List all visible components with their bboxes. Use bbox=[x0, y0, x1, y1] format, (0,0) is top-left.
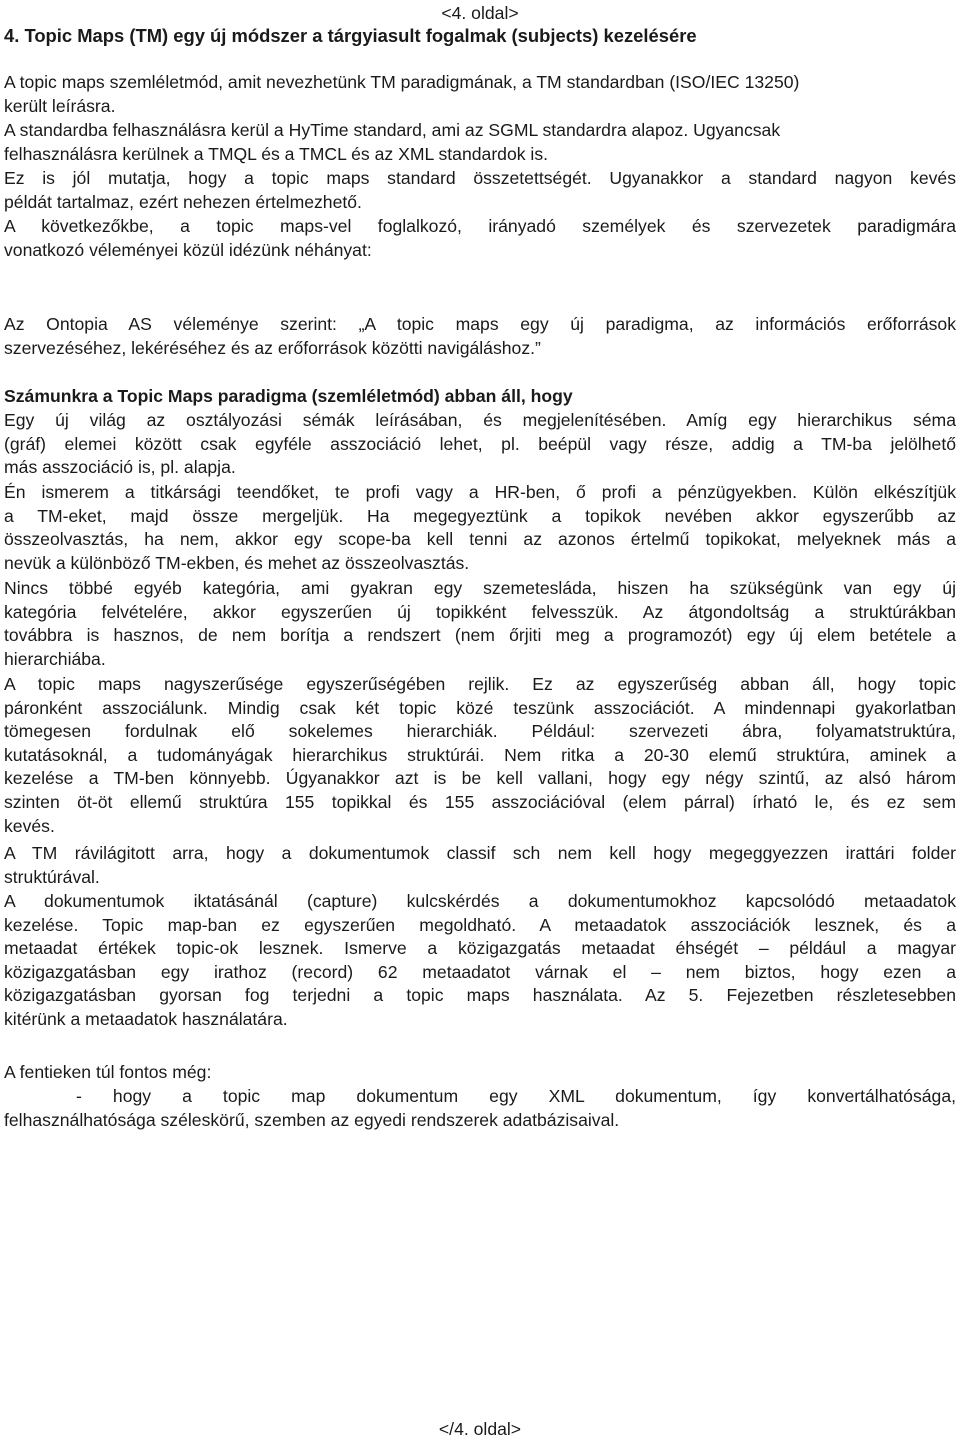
paragraph-hytime bbox=[4, 119, 956, 166]
text-line: más asszociáció is, pl. alapja. bbox=[4, 457, 236, 478]
text-line: vonatkozó véleményei közül idézünk néhányat: bbox=[4, 239, 372, 260]
text-line: metaadat értékek topic-ok lesznek. Ismerve a közigazgatás metaadat éhségét – például a magyar bbox=[4, 938, 956, 959]
text-line: A topic maps szemléletmód, amit nevezhetünk TM paradigmának, a TM standardban (ISO/IEC 13250) bbox=[4, 72, 800, 92]
text-line: közigazgatásban egy irathoz (record) 62 metaadatot várnak el – nem biztos, hogy ezen a bbox=[4, 961, 956, 982]
paragraph-metadata bbox=[4, 890, 956, 1032]
text-line: páronként asszociálunk. Mindig csak két topic közé teszünk asszociációt. A mindennapi gyakorlatban bbox=[4, 697, 956, 718]
paragraph-new-world bbox=[4, 409, 956, 480]
text-line: kitérünk a metaadatok használatára. bbox=[4, 1008, 288, 1029]
section-title: 4. Topic Maps (TM) egy új módszer a tárgyiasult fogalmak (subjects) kezelésére bbox=[4, 25, 697, 46]
paragraph-simplicity bbox=[4, 673, 956, 838]
text-line: A dokumentumok iktatásánál (capture) kulcskérdés a dokumentumokhoz kapcsolódó metaadatok bbox=[4, 891, 956, 911]
page-start-marker: <4. oldal> bbox=[441, 3, 519, 23]
text-line: kategória felvételére, akkor egyszerűen új topikként felvesszük. Az átgondoltság a struktúrákban bbox=[4, 601, 956, 622]
paragraph-opinions-intro bbox=[4, 215, 956, 262]
text-line: Nincs többé egyéb kategória, ami gyakran egy szemetesláda, hiszen ha szükségünk van egy új bbox=[4, 578, 956, 598]
paragraph-xml-point bbox=[4, 1085, 956, 1132]
text-line: tömegesen fordulnak elő sokelemes hierarchiák. Például: szervezeti ábra, folyamatstruktúra, bbox=[4, 721, 956, 742]
text-line: továbbra is hasznos, de nem borítja a rendszert (nem őrjiti meg a programozót) egy új elem betétele a bbox=[4, 625, 956, 646]
paragraph-complexity bbox=[4, 167, 956, 214]
list-item: - hogy a topic map dokumentum egy XML dokumentum, így konvertálhatósága, bbox=[76, 1086, 956, 1106]
text-line: Az Ontopia AS véleménye szerint: „A topic maps egy új paradigma, az információs erőforrások bbox=[4, 314, 956, 334]
text-line: közigazgatásban gyorsan fog terjedni a topic maps használata. Az 5. Fejezetben részletesebben bbox=[4, 985, 956, 1006]
text-line: kevés. bbox=[4, 815, 55, 836]
text-line: Ez is jól mutatja, hogy a topic maps standard összetettségét. Ugyanakkor a standard nagyon kevés bbox=[4, 168, 956, 188]
paragraph-classification bbox=[4, 842, 956, 889]
text-line: Én ismerem a titkársági teendőket, te profi vagy a HR-ben, ő profi a pénzügyekben. Külön elkészítjük bbox=[4, 482, 956, 502]
text-line: felhasználásra kerülnek a TMQL és a TMCL és az XML standardok is. bbox=[4, 143, 549, 164]
text-line: nevük a különböző TM-ekben, és mehet az összeolvasztás. bbox=[4, 552, 470, 573]
paragraph-also-important: A fentieken túl fontos még: bbox=[4, 1062, 212, 1082]
text-line: szinten öt-öt ellemű struktúra 155 topikkal és 155 asszociációval (elem párral) írható le, és ez sem bbox=[4, 791, 956, 812]
paragraph-merge bbox=[4, 481, 956, 575]
text-line: A TM rávilágitott arra, hogy a dokumentumok classif sch nem kell hogy megeggyezzen irattári folder bbox=[4, 843, 956, 863]
paragraph-ontopia-quote bbox=[4, 313, 956, 360]
text-line: a TM-eket, majd össze mergeljük. Ha megegyeztünk a topikok nevében akkor egyszerűbb az bbox=[4, 505, 956, 526]
text-line: struktúrával. bbox=[4, 866, 100, 887]
text-line: került leírásra. bbox=[4, 95, 116, 116]
text-line: felhasználhatósága széleskörű, szemben az egyedi rendszerek adatbázisaival. bbox=[4, 1109, 620, 1130]
text-line: példát tartalmaz, ezért nehezen értelmezhető. bbox=[4, 191, 362, 212]
text-line: kezelése a TM-ben könnyebb. Úgyanakkor azt is be kell vallani, hogy egy négy szintű, az alsó három bbox=[4, 768, 956, 789]
text-line: hierarchiába. bbox=[4, 648, 106, 669]
text-line: Egy új világ az osztályozási sémák leírásában, és megjelenítésében. Amíg egy hierarchikus séma bbox=[4, 410, 956, 430]
bold-subheading: Számunkra a Topic Maps paradigma (szemléletmód) abban áll, hogy bbox=[4, 386, 573, 406]
text-line: A topic maps nagyszerűsége egyszerűségében rejlik. Ez az egyszerűség abban áll, hogy topic bbox=[4, 674, 956, 694]
text-line: szervezéséhez, lekéréséhez és az erőforrások közötti navigáláshoz.” bbox=[4, 337, 541, 358]
text-line: (gráf) elemei között csak egyféle asszociáció lehet, pl. beépül vagy része, addig a TM-ba jelölhető bbox=[4, 433, 956, 454]
page-end-marker: </4. oldal> bbox=[438, 1419, 522, 1439]
text-line: A következőkbe, a topic maps-vel foglalkozó, irányadó személyek és szervezetek paradigmára bbox=[4, 216, 956, 236]
paragraph-standard-intro bbox=[4, 71, 956, 118]
text-line: A standardba felhasználásra kerül a HyTime standard, ami az SGML standardra alapoz. Ugyancsak bbox=[4, 120, 781, 140]
text-line: összeolvasztás, ha nem, akkor egy scope-ba kell tenni az azonos értelmű topikokat, melyeknek más a bbox=[4, 529, 956, 550]
paragraph-no-other-category bbox=[4, 577, 956, 671]
text-line: kutatásoknál, a tudományágak hierarchikus struktúrái. Nem ritka a 20-30 elemű struktúra, aminek a bbox=[4, 744, 956, 765]
text-line: kezelése. Topic map-ban ez egyszerűen megoldható. A metaadatok asszociációk lesznek, és a bbox=[4, 914, 956, 935]
